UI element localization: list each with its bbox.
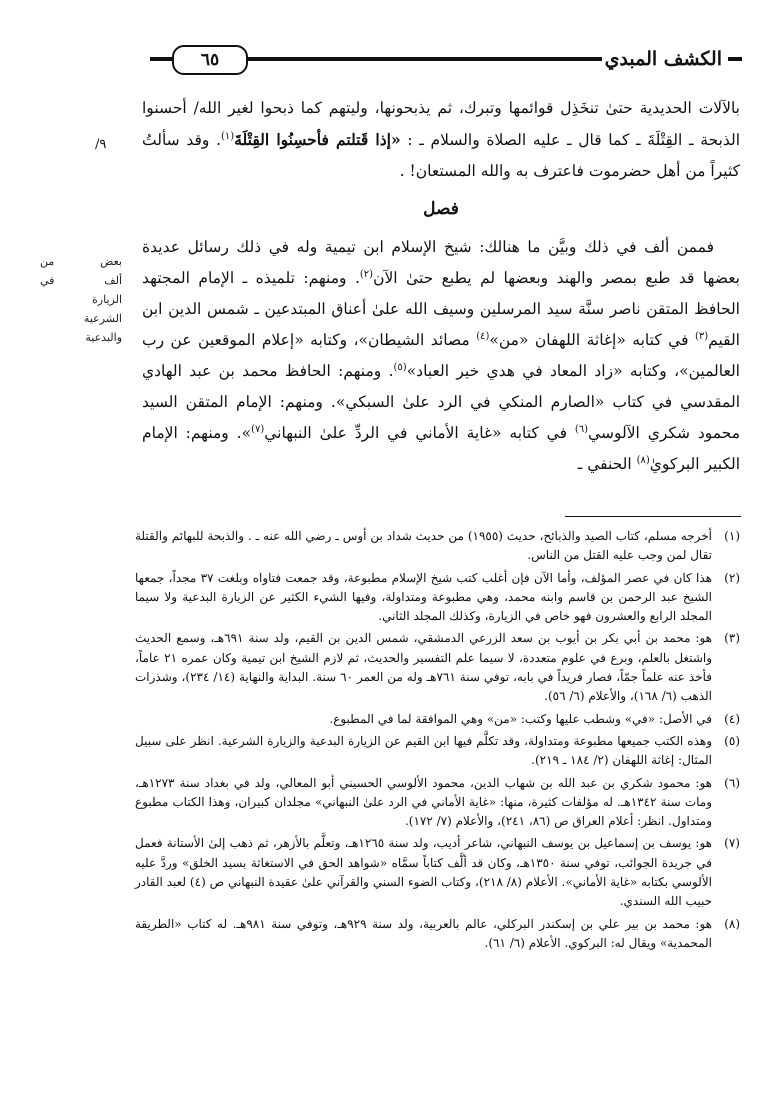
section-heading: فصل bbox=[423, 199, 459, 219]
footnote-item bbox=[135, 774, 740, 832]
footnote-item bbox=[135, 569, 740, 627]
footnote-ref-8[interactable]: (٨) bbox=[636, 455, 650, 466]
footnote-text: هو: يوسف بن إسماعيل بن يوسف النبهاني، شاعر أديب، ولد سنة ١٢٦٥هـ، وتعلَّم بالأزهر، ثم ذهب إلىٰ الأستانة فعمل في جريدة الجوائب، توفي سنة ١٣٥٠هـ، وكان قد ألَّف كتاباً سمَّاه «شواهد الحق في الاستغاثة بسيد الخلق» وردَّ عليه الألوسي بكتابه «غاية الأماني». الأعلام (٨/ ٢١٨)، وكتاب الضوء السني والقرآني علىٰ عقيدة النبهاني ص (٤) لعبد القادر حبيب الله السندي. bbox=[135, 836, 713, 909]
margin-note-line: بعض من bbox=[40, 255, 122, 268]
book-title: الكشف المبدي bbox=[604, 48, 722, 70]
footnote-item bbox=[135, 834, 740, 911]
footnote-text: هو: محمد بن بير علي بن إسكندر البركلي، عالم بالعربية، ولد سنة ٩٢٩هـ، وتوفي سنة ٩٨١هـ. له كتاب «الطريقة المحمدية» ويقال له: البركوي. الأعلام (٦/ ٦١). bbox=[135, 916, 713, 950]
footnote-number: (٢) bbox=[724, 570, 740, 585]
paragraph-2-text: الحنفي ـ bbox=[577, 455, 637, 473]
paragraph-2-text: في كتابه «غاية الأماني في الردِّ علىٰ النبهاني bbox=[264, 424, 575, 442]
footnote-number: (٧) bbox=[724, 836, 740, 851]
paragraph-2 bbox=[142, 232, 740, 480]
header-rule-left bbox=[150, 57, 172, 61]
header-rule-right bbox=[728, 57, 742, 61]
footnote-ref-2[interactable]: (٢) bbox=[359, 269, 374, 280]
paragraph-2-text: . ومنهم: الحافظ محمد بن عبد الهادي المقدسي في كتاب «الصارم المنكي في الرد علىٰ السبكي». ومنهم: الإمام المتقن السيد محمود شكري الآلوسي bbox=[142, 362, 740, 442]
paragraph-2-text: ». ومنهم: الإمام الكبير البركويٰ bbox=[142, 424, 740, 473]
footnote-item bbox=[135, 710, 740, 729]
page-number: ٦٥ bbox=[172, 45, 248, 75]
footnote-text: أخرجه مسلم، كتاب الصيد والذبائح، حديث (١٩٥٥) من حديث شداد بن أوس ـ رضي الله عنه ـ . والذبحة للبهائم والقتلة تقال لمن وجب عليه القتل من الناس. bbox=[135, 529, 712, 563]
footnote-text: وهذه الكتب جميعها مطبوعة ومتداولة، وقد تكلَّم فيها ابن القيم عن الزيارة البدعية والزيارة الشرعية. انظر على سبيل المثال: إغاثة اللهفان (٢/ ١٨٤ ـ ٢١٩). bbox=[135, 733, 712, 768]
hadith-quote: «إذا قَتلتم فأحسِنُوا القِتْلَةَ bbox=[234, 130, 401, 149]
footnote-number: (٣) bbox=[724, 631, 740, 646]
paragraph-1-text-b: . وقد سألتُ كثيراً من أهل حضرموت فاعترف به والله المستعان! . bbox=[142, 131, 740, 180]
footnote-number: (٥) bbox=[724, 733, 740, 748]
footnote-item bbox=[135, 915, 740, 954]
manuscript-folio-marker: ٩/ bbox=[95, 137, 107, 152]
footnote-ref-3[interactable]: (٣) bbox=[694, 331, 709, 342]
paragraph-2-text: . ومنهم: تلميذه ـ الإمام المجتهد الحافظ المتقن ناصر سنَّة سيد المرسلين وسيف الله علىٰ أعناق المبتدعين ـ شمس الدين ابن القيم bbox=[142, 269, 740, 349]
footnote-item bbox=[135, 629, 740, 706]
margin-note-line: الزيارة bbox=[92, 293, 122, 306]
paragraph-2-text: في كتابه «إغاثة اللهفان «من» bbox=[489, 331, 695, 349]
footnote-number: (٤) bbox=[724, 711, 740, 726]
paragraph-1 bbox=[142, 93, 740, 187]
margin-note-line: الشرعية bbox=[83, 312, 122, 325]
running-header bbox=[150, 44, 742, 74]
footnote-ref-5[interactable]: (٥) bbox=[393, 362, 407, 373]
footnote-text: هو: محمد بن أبي بكر بن أيوب بن سعد الزرعي الدمشقي، شمس الدين بن القيم، ولد سنة ٦٩١هـ، وسمع الحديث واشتغل بالعلم، وبرع في علوم متعددة، لا سيما علم التفسير والحديث، ثم لازم الشيخ ابن تيمية وكان عمره ٢١ عاماً، فأخذ عنه علماً جمّاً، فصار فريداً في بابه، توفي سنة ٧٦١هـ وله من العمر ٦٠ سنة. البداية والنهاية (١٤/ ٢٣٤)، وشذرات الذهب (٦/ ١٦٨)، والأعلام (٦/ ٥٦). bbox=[135, 631, 712, 704]
footnote-item bbox=[135, 732, 740, 771]
footnote-text: هذا كان في عصر المؤلف، وأما الآن فإن أغلب كتب شيخ الإسلام مطبوعة، وقد جمعت فتاواه وبلغت ٣٧ مجداً، جمعها الشيخ عبد الرحمن بن قاسم وابنه محمد، وهي مطبوعة ومتداولة، وفيها الشيء الكثير عن الزيارة البدعية ولا سيما المجلد الرابع والعشرون فهو خاص في الزيارة، وكذلك المجلد الثاني. bbox=[135, 570, 712, 624]
footnote-number: (١) bbox=[724, 529, 740, 543]
margin-note bbox=[40, 252, 122, 347]
header-rule-middle bbox=[245, 57, 602, 61]
footnote-text: هو: محمود شكري بن عبد الله بن شهاب الدين، محمود الألوسي الحسيني أبو المعالي، ولد في بغداد سنة ١٢٧٣هـ، ومات سنة ١٣٤٢هـ. له مؤلفات كثيرة، منها: «غاية الأماني في الرد علىٰ النبهاني» مجلدان كبيران، وهذا الكتاب مطبوع ومتداول. انظر: أعلام العراق ص (٨٦، ٢٤١)، والأعلام (٧/ ١٧٢). bbox=[135, 775, 712, 829]
footnote-ref-6[interactable]: (٦) bbox=[574, 424, 589, 435]
footnotes bbox=[135, 527, 740, 956]
footnote-ref-7[interactable]: (٧) bbox=[251, 424, 265, 435]
margin-note-line: والبدعية bbox=[85, 331, 122, 344]
paragraph-2-text: مصائد الشيطان»، وكتابه «إعلام الموقعين عن رب العالمين»، وكتابه «زاد المعاد في هدي خير العباد» bbox=[142, 331, 740, 380]
footnote-separator bbox=[565, 516, 741, 517]
margin-note-line: ألف في bbox=[40, 274, 122, 287]
footnote-ref-4[interactable]: (٤) bbox=[476, 331, 490, 342]
footnote-number: (٦) bbox=[724, 775, 740, 790]
footnote-text: في الأصل: «في» وشطب عليها وكتب: «من» وهي الموافقة لما في المطبوع. bbox=[329, 711, 712, 726]
paragraph-2-text: فممن ألف في ذلك وبيَّن ما هنالك: شيخ الإسلام ابن تيمية وله في ذلك رسائل عديدة بعضها قد طبع بمصر والهند وبعضها لم يطبع حتىٰ الآن bbox=[142, 238, 740, 287]
footnote-number: (٨) bbox=[724, 916, 741, 931]
footnote-item bbox=[135, 527, 740, 566]
footnote-ref-1[interactable]: (١) bbox=[221, 131, 235, 142]
paragraph-1-text-a: بالآلات الحديدية حتىٰ تنخَذِل قوائمها وتبرك، ثم يذبحونها، وليتهم كما ذبحوا لغير الله/ أحسنوا الذبحة ـ القِتْلَةَ ـ كما قال ـ عليه الصلاة والسلام ـ : bbox=[142, 99, 741, 149]
